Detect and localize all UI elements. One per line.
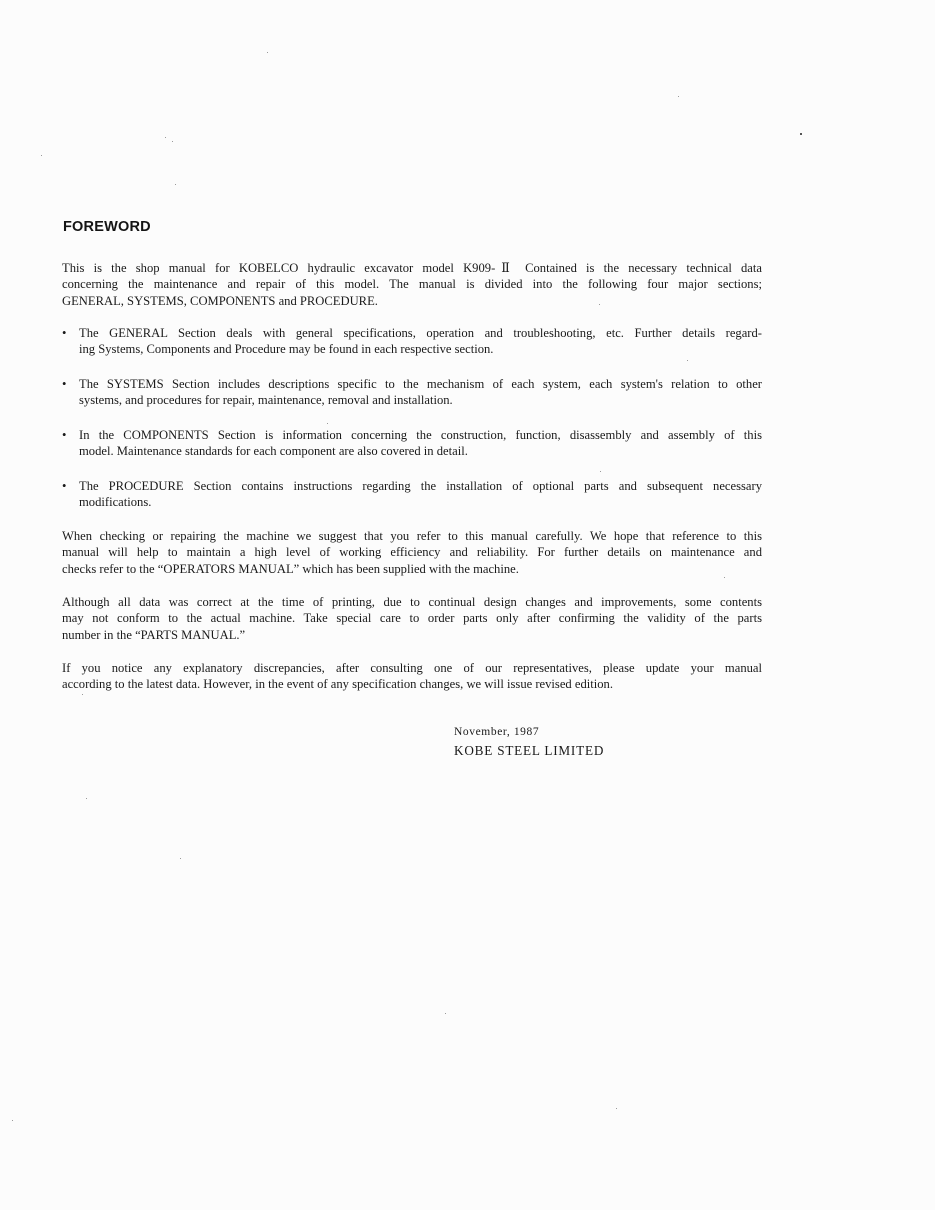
scan-speck bbox=[180, 858, 181, 859]
text-line: GENERAL, SYSTEMS, COMPONENTS and PROCEDURE. bbox=[62, 293, 378, 308]
text-line: number in the “PARTS MANUAL.” bbox=[62, 627, 246, 642]
scan-speck bbox=[800, 133, 802, 135]
signoff-company: KOBE STEEL LIMITED bbox=[454, 743, 605, 758]
scan-speck bbox=[12, 1120, 13, 1121]
text-line: The SYSTEMS Section includes descriptions specific to the mechanism of each system, each system's relation to other bbox=[79, 377, 762, 391]
signoff-block bbox=[454, 724, 604, 761]
bullet-icon: • bbox=[62, 377, 67, 391]
scan-speck bbox=[172, 141, 173, 142]
text-line: If you notice any explanatory discrepancies, after consulting one of our representatives, please update your manual bbox=[62, 661, 762, 675]
paragraph-data-accuracy bbox=[62, 594, 762, 643]
scan-speck bbox=[165, 137, 166, 138]
intro-paragraph bbox=[62, 260, 762, 309]
text-line: according to the latest data. However, in the event of any specification changes, we will issue revised edition. bbox=[62, 677, 613, 692]
scan-speck bbox=[678, 96, 679, 97]
scan-speck bbox=[41, 155, 42, 156]
text-line: checks refer to the “OPERATORS MANUAL” which has been supplied with the machine. bbox=[62, 561, 519, 576]
text-line: manual will help to maintain a high level of working efficiency and reliability. For further details on maintenance and bbox=[62, 545, 762, 560]
scan-speck bbox=[86, 798, 87, 799]
signoff-date: November, 1987 bbox=[454, 726, 540, 738]
text-line: ing Systems, Components and Procedure may be found in each respective section. bbox=[79, 342, 494, 357]
text-line: concerning the maintenance and repair of this model. The manual is divided into the following four major sections; bbox=[62, 277, 762, 292]
text-line: systems, and procedures for repair, maintenance, removal and installation. bbox=[79, 393, 453, 408]
scan-speck bbox=[445, 1013, 446, 1014]
scan-speck bbox=[175, 184, 176, 185]
bullet-icon: • bbox=[62, 479, 67, 493]
text-line: model. Maintenance standards for each component are also covered in detail. bbox=[79, 444, 468, 459]
text-line: When checking or repairing the machine we suggest that you refer to this manual carefully. We hope that reference to this bbox=[62, 529, 762, 543]
paragraph-usage bbox=[62, 528, 762, 577]
page-title: FOREWORD bbox=[63, 219, 151, 235]
text-line: modifications. bbox=[79, 495, 152, 510]
text-line: In the COMPONENTS Section is information concerning the construction, function, disassembly and assembly of this bbox=[79, 428, 762, 442]
scan-speck bbox=[327, 423, 328, 424]
scan-speck bbox=[82, 694, 83, 695]
bullet-icon: • bbox=[62, 428, 67, 442]
text-line: may not conform to the actual machine. Take special care to order parts only after confirming the validity of the parts bbox=[62, 611, 762, 626]
paragraph-discrepancies bbox=[62, 660, 762, 693]
scan-speck bbox=[600, 471, 601, 472]
text-line: Although all data was correct at the time of printing, due to continual design changes and improvements, some contents bbox=[62, 595, 762, 609]
text-line: This is the shop manual for KOBELCO hydraulic excavator model K909-Ⅱ Contained is the necessary technical data bbox=[62, 261, 762, 275]
text-line: The GENERAL Section deals with general specifications, operation and troubleshooting, etc. Further details regard- bbox=[79, 326, 762, 340]
scan-speck bbox=[267, 52, 268, 53]
bullet-icon: • bbox=[62, 326, 67, 340]
scan-speck bbox=[687, 360, 688, 361]
text-line: The PROCEDURE Section contains instructions regarding the installation of optional parts and subsequent necessary bbox=[79, 479, 762, 493]
scan-speck bbox=[599, 304, 600, 305]
scan-speck bbox=[724, 577, 725, 578]
scan-speck bbox=[616, 1108, 617, 1109]
